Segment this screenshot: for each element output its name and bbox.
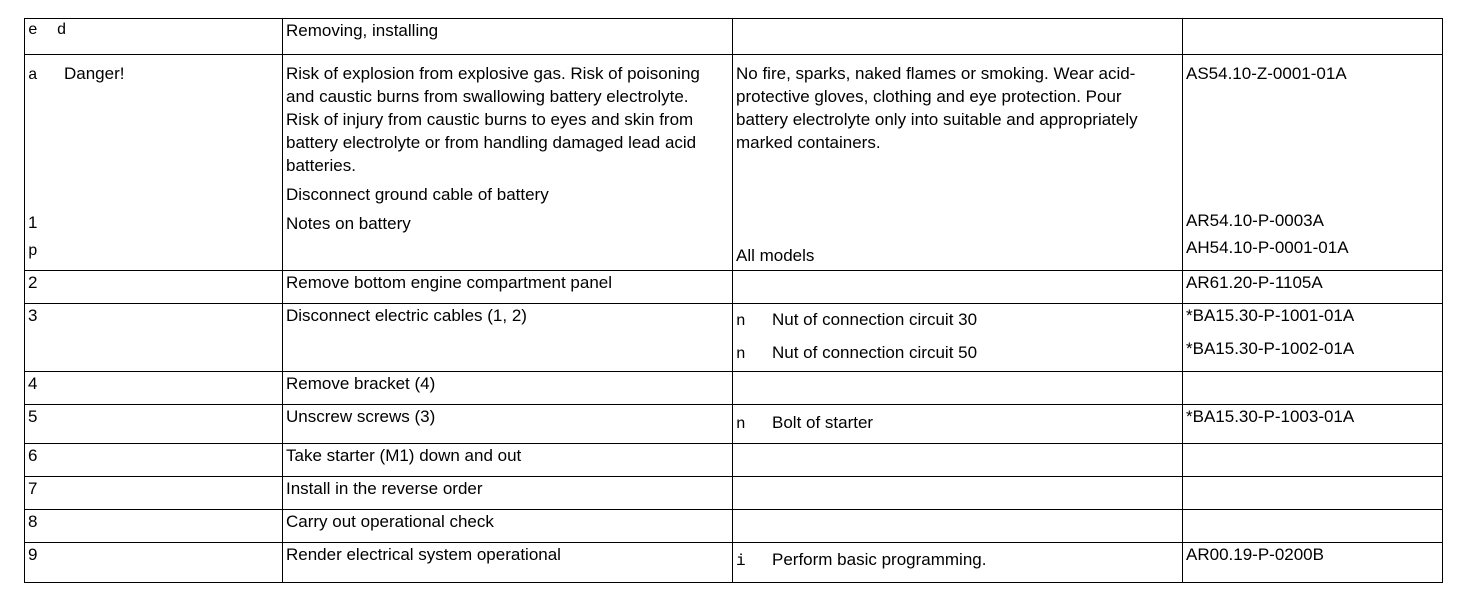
danger-cell xyxy=(25,55,283,271)
table-row xyxy=(25,477,1443,510)
step-text: Take starter (M1) down and out xyxy=(283,444,733,477)
table-row xyxy=(25,510,1443,543)
step-number: 6 xyxy=(25,444,283,477)
reference-cell xyxy=(1183,304,1443,372)
empty-cell xyxy=(1183,19,1443,55)
note-reference-link[interactable]: *BA15.30-P-1002-01A xyxy=(1186,339,1355,358)
step-number: 3 xyxy=(25,304,283,372)
danger-text-cell xyxy=(283,55,733,271)
step-reference-link[interactable]: AR61.20-P-1105A xyxy=(1183,271,1443,304)
info-icon: i xyxy=(736,552,746,570)
step-number: 2 xyxy=(25,271,283,304)
step-number: 5 xyxy=(25,405,283,444)
reference-cell xyxy=(1183,55,1443,271)
procedure-table xyxy=(24,18,1443,583)
empty-cell xyxy=(1183,372,1443,405)
note-icon: p xyxy=(28,242,38,260)
step-number: 9 xyxy=(25,543,283,583)
info-cell xyxy=(733,543,1183,583)
note-cell xyxy=(733,304,1183,372)
note-icon: n xyxy=(736,312,746,330)
section-title: Removing, installing xyxy=(283,19,733,55)
step-reference-link[interactable]: AR00.19-P-0200B xyxy=(1183,543,1443,583)
empty-cell xyxy=(733,271,1183,304)
note-text: Notes on battery xyxy=(286,214,411,233)
note-text: Nut of connection circuit 30 xyxy=(772,310,978,329)
table-row xyxy=(25,543,1443,583)
step-text: Disconnect electric cables (1, 2) xyxy=(283,304,733,372)
step-text: Remove bracket (4) xyxy=(283,372,733,405)
step-text: Render electrical system operational xyxy=(283,543,733,583)
empty-cell xyxy=(733,510,1183,543)
danger-risk-text: Risk of explosion from explosive gas. Risk of poisoning and caustic burns from swallowing battery electrolyte. Risk of injury from caustic burns to eyes and skin from battery electrolyte or from handling damaged lead acid batteries. xyxy=(286,64,700,175)
table-row xyxy=(25,271,1443,304)
step-text: Remove bottom engine compartment panel xyxy=(283,271,733,304)
table-row xyxy=(25,444,1443,477)
empty-cell xyxy=(1183,510,1443,543)
table-row xyxy=(25,19,1443,55)
note-text: Nut of connection circuit 50 xyxy=(772,343,978,362)
empty-cell xyxy=(733,477,1183,510)
note-icon: n xyxy=(736,415,746,433)
danger-measure-text: No fire, sparks, naked flames or smoking. Wear acid-protective gloves, clothing and eye protection. Pour battery electrolyte only into suitable and appropriately marked containers. xyxy=(736,64,1138,152)
info-text: Perform basic programming. xyxy=(772,550,987,569)
note-models: All models xyxy=(736,246,815,265)
step-number: 8 xyxy=(25,510,283,543)
note-cell xyxy=(733,405,1183,444)
note-reference-link[interactable]: AH54.10-P-0001-01A xyxy=(1186,238,1349,257)
empty-cell xyxy=(733,19,1183,55)
empty-cell xyxy=(1183,477,1443,510)
danger-icon: a xyxy=(28,66,38,84)
note-reference-link[interactable]: *BA15.30-P-1001-01A xyxy=(1186,306,1355,325)
empty-cell xyxy=(733,372,1183,405)
step-number: 4 xyxy=(25,372,283,405)
step-number: 7 xyxy=(25,477,283,510)
table-row xyxy=(25,372,1443,405)
step-number: 1 xyxy=(28,213,38,232)
step-text: Disconnect ground cable of battery xyxy=(286,185,549,204)
symbol-cell: e d xyxy=(25,19,283,55)
note-text: Bolt of starter xyxy=(772,413,874,432)
empty-cell xyxy=(733,444,1183,477)
step-text: Unscrew screws (3) xyxy=(283,405,733,444)
empty-cell xyxy=(1183,444,1443,477)
table-row xyxy=(25,304,1443,372)
table-row xyxy=(25,405,1443,444)
danger-reference-link[interactable]: AS54.10-Z-0001-01A xyxy=(1186,64,1347,83)
step-text: Carry out operational check xyxy=(283,510,733,543)
table-row xyxy=(25,55,1443,271)
step-reference-link[interactable]: *BA15.30-P-1003-01A xyxy=(1183,405,1443,444)
step-reference-link[interactable]: AR54.10-P-0003A xyxy=(1186,211,1324,230)
note-icon: n xyxy=(736,345,746,363)
danger-label: Danger! xyxy=(64,64,125,83)
step-text: Install in the reverse order xyxy=(283,477,733,510)
danger-measure-cell xyxy=(733,55,1183,271)
